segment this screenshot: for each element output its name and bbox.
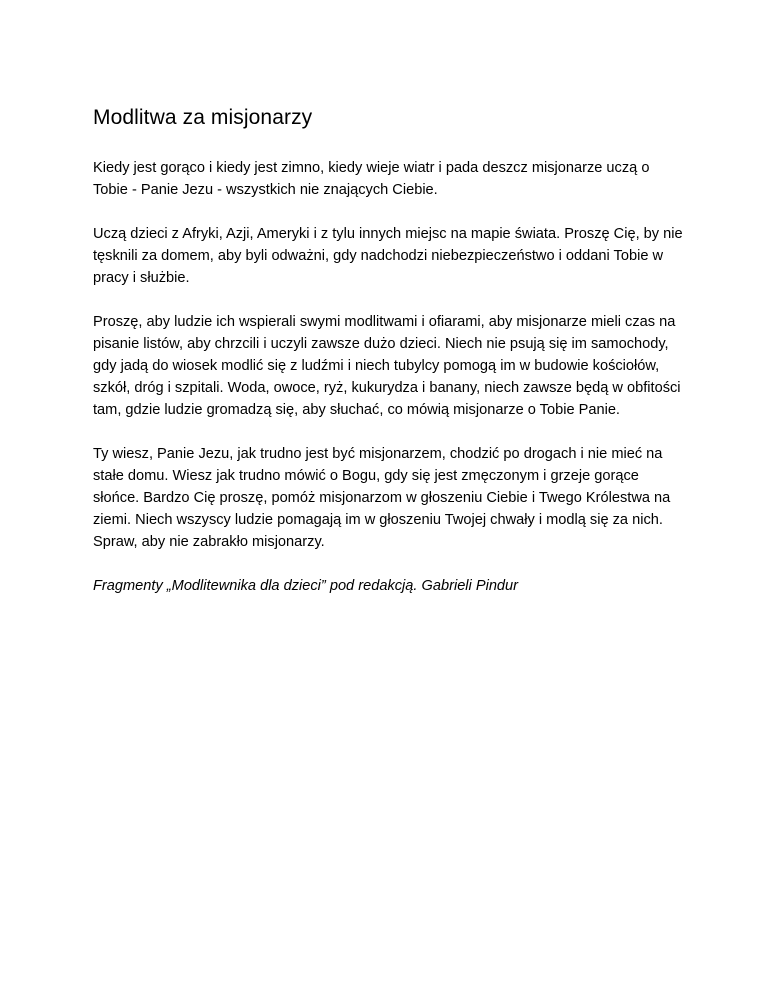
source-credit: Fragmenty „Modlitewnika dla dzieci” pod redakcją. Gabrieli Pindur bbox=[93, 578, 519, 594]
document-title: Modlitwa za misjonarzy bbox=[93, 106, 313, 129]
paragraph-3: Proszę, aby ludzie ich wspierali swymi modlitwami i ofiarami, aby misjonarze mieli czas na pisanie listów, aby chrzcili i uczyli zawsze dużo dzieci. Niech nie psują się im samochody, gdy jadą do wiosek modlić się z ludźmi i niech tubylcy pomogą im w budowie kościołów, szkół, dróg i szpitali. Woda, owoce, ryż, kukurydza i banany, niech zawsze będą w obfitości tam, gdzie ludzie gromadzą się, aby słuchać, co mówią misjonarze o Tobie Panie. bbox=[93, 314, 681, 418]
paragraph-4: Ty wiesz, Panie Jezu, jak trudno jest być misjonarzem, chodzić po drogach i nie mieć na stałe domu. Wiesz jak trudno mówić o Bogu, gdy się jest zmęczonym i grzeje gorące słońce. Bardzo Cię proszę, pomóż misjonarzom w głoszeniu Ciebie i Twego Królestwa na ziemi. Niech wszyscy ludzie pomagają im w głoszeniu Twojej chwały i modlą się za nich. Spraw, aby nie zabrakło misjonarzy. bbox=[93, 446, 671, 550]
paragraph-1: Kiedy jest gorąco i kiedy jest zimno, kiedy wieje wiatr i pada deszcz misjonarze uczą o Tobie - Panie Jezu - wszystkich nie znających Ciebie. bbox=[93, 160, 650, 198]
paragraph-2: Uczą dzieci z Afryki, Azji, Ameryki i z tylu innych miejsc na mapie świata. Proszę Cię, by nie tęsknili za domem, aby byli odważni, gdy nadchodzi niebezpieczeństwo i oddani Tobie w pracy i służbie. bbox=[93, 226, 683, 286]
document-page bbox=[93, 105, 683, 597]
